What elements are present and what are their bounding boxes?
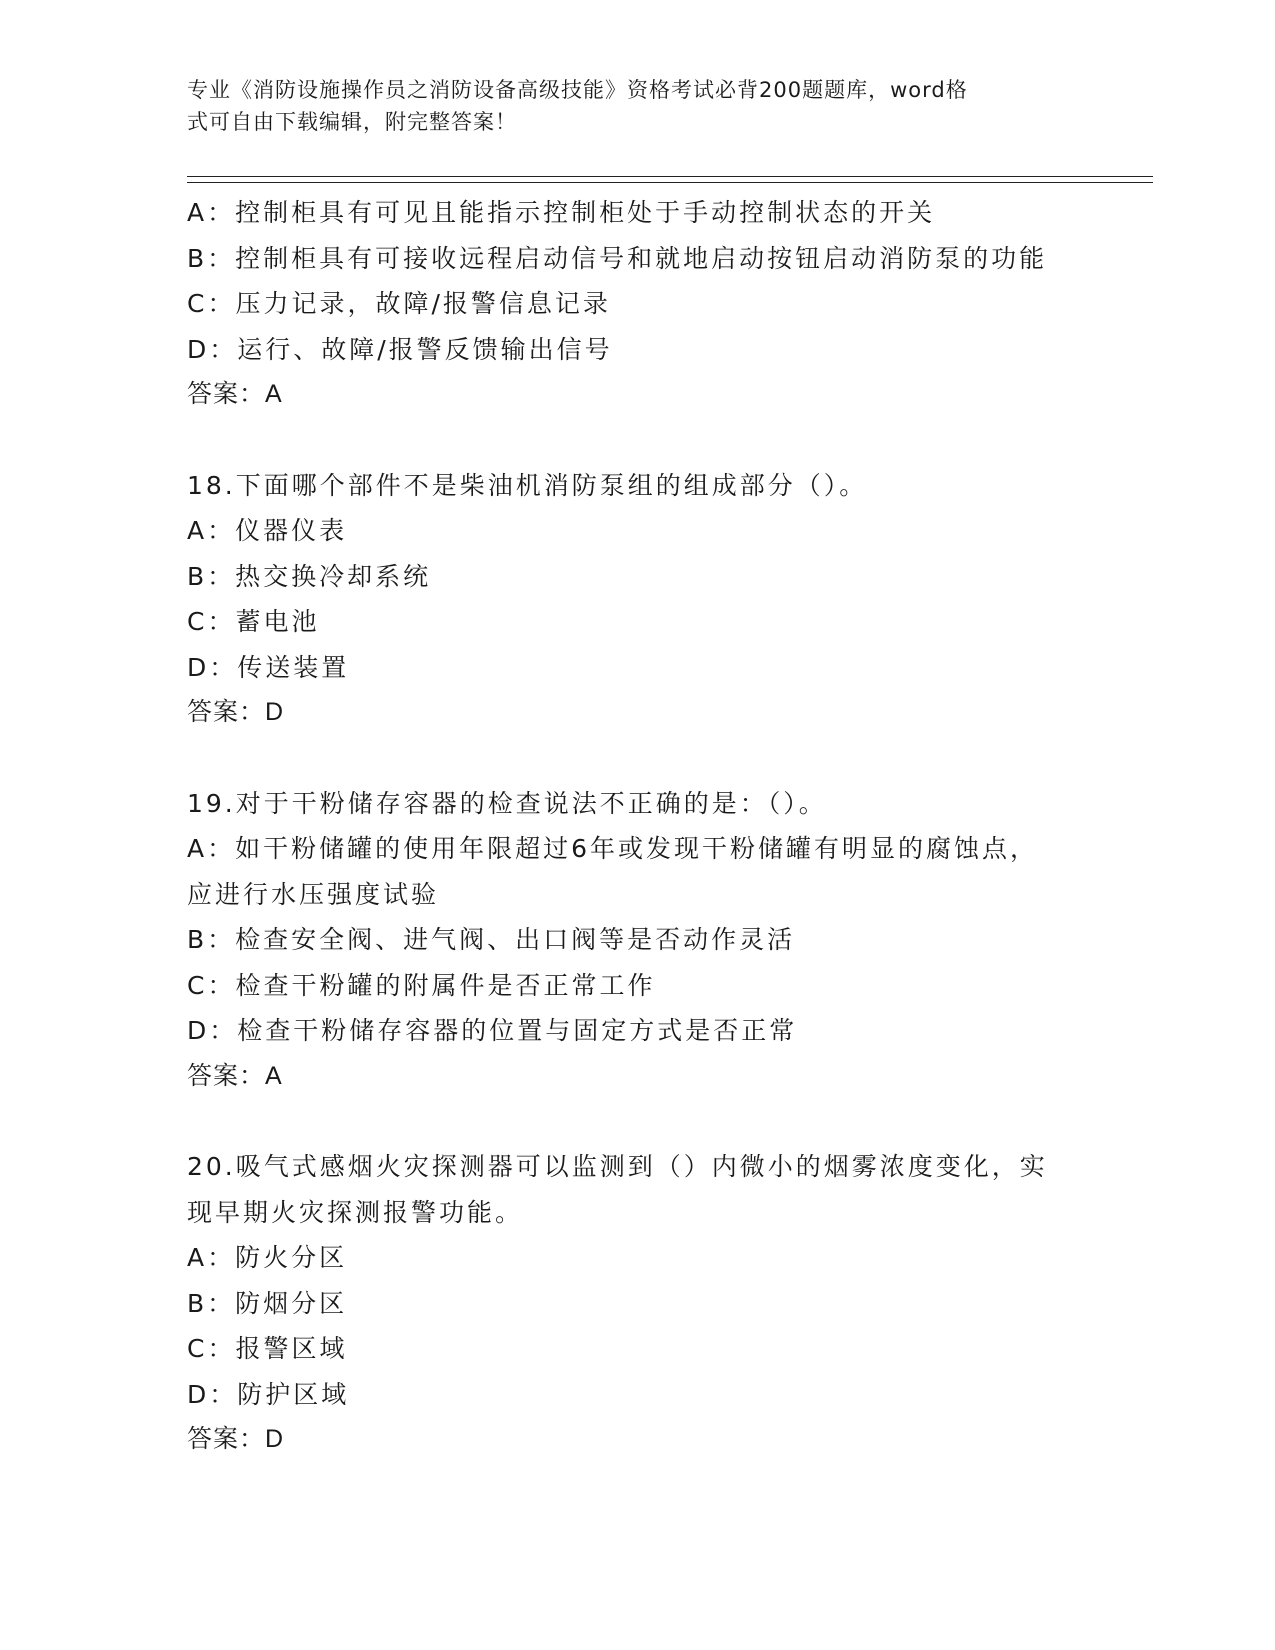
- header-divider-top: [187, 176, 1153, 177]
- option-b: B：热交换冷却系统: [187, 561, 432, 591]
- option-c: C：检查干粉罐的附属件是否正常工作: [187, 970, 656, 1000]
- question-18: [187, 463, 1087, 736]
- option-c: C：蓄电池: [187, 607, 320, 636]
- question-stem: 19.对于干粉储存容器的检查说法不正确的是：（）。: [187, 788, 827, 818]
- option-a: A：控制柜具有可见且能指示控制柜处于手动控制状态的开关: [187, 198, 936, 227]
- spacer: [187, 736, 1087, 781]
- question-17: [187, 190, 1087, 418]
- option-c: C：压力记录，故障/报警信息记录: [187, 289, 611, 318]
- spacer: [187, 418, 1087, 463]
- question-20: [187, 1144, 1087, 1463]
- option-a: A：防火分区: [187, 1243, 348, 1272]
- option-d: D：传送装置: [187, 652, 350, 682]
- answer: 答案：D: [187, 698, 285, 726]
- header-line-1: 专业《消防设施操作员之消防设备高级技能》资格考试必背200题题库，word格: [187, 78, 968, 102]
- question-list: [187, 190, 1087, 1463]
- spacer: [187, 1099, 1087, 1144]
- answer: 答案：A: [187, 380, 283, 408]
- option-b: B：控制柜具有可接收远程启动信号和就地启动按钮启动消防泵的功能: [187, 243, 1048, 273]
- answer: 答案：A: [187, 1061, 283, 1090]
- question-19: [187, 781, 1087, 1100]
- option-c: C：报警区域: [187, 1334, 348, 1363]
- option-a-continued: 应进行水压强度试验: [187, 879, 440, 909]
- header-divider-bottom: [187, 182, 1153, 183]
- question-stem: 20.吸气式感烟火灾探测器可以监测到（）内微小的烟雾浓度变化，实: [187, 1152, 1048, 1181]
- question-stem-continued: 现早期火灾探测报警功能。: [187, 1197, 524, 1227]
- option-b: B：检查安全阀、进气阀、出口阀等是否动作灵活: [187, 925, 796, 954]
- option-d: D：防护区域: [187, 1379, 350, 1409]
- option-d: D：检查干粉储存容器的位置与固定方式是否正常: [187, 1016, 798, 1045]
- answer: 答案：D: [187, 1425, 285, 1453]
- option-a: A：仪器仪表: [187, 516, 348, 545]
- option-a: A：如干粉储罐的使用年限超过6年或发现干粉储罐有明显的腐蚀点，: [187, 834, 1039, 863]
- document-header: [187, 74, 1067, 138]
- question-stem: 18.下面哪个部件不是柴油机消防泵组的组成部分（）。: [187, 470, 868, 500]
- option-d: D：运行、故障/报警反馈输出信号: [187, 334, 613, 364]
- header-line-2: 式可自由下载编辑，附完整答案！: [187, 110, 517, 134]
- option-b: B：防烟分区: [187, 1288, 348, 1318]
